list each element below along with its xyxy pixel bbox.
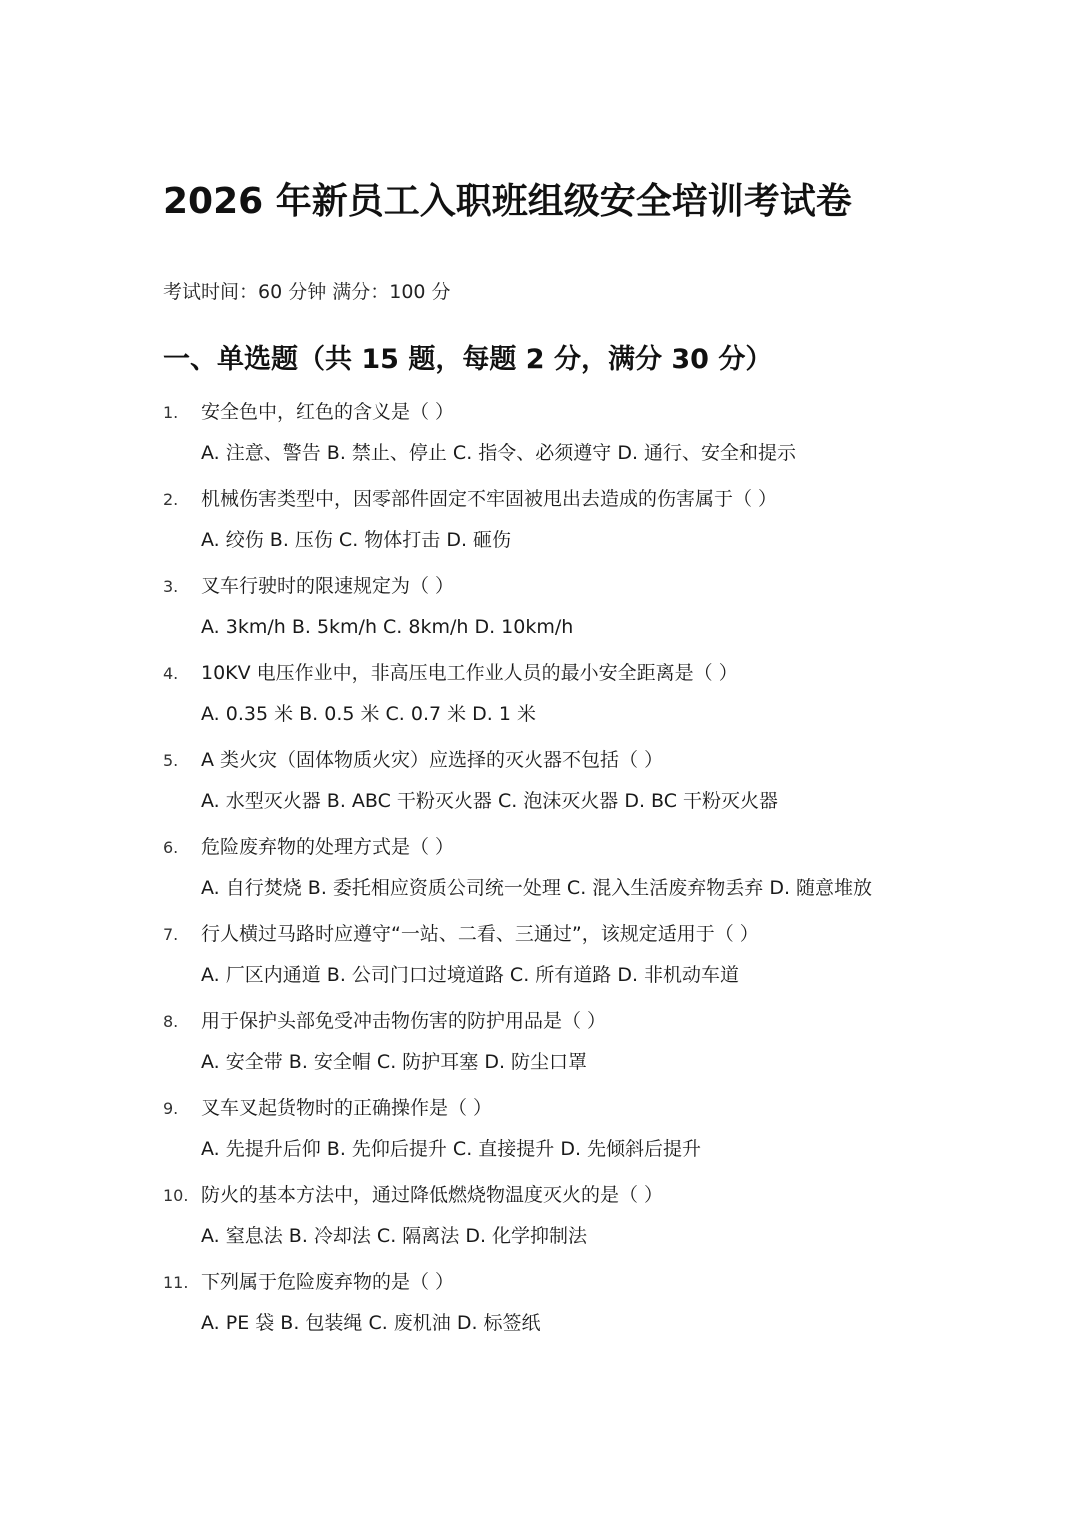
question-item [163, 653, 923, 730]
question-number: 7. [163, 925, 179, 944]
question-item [163, 566, 923, 643]
question-options: A. 3km/h B. 5km/h C. 8km/h D. 10km/h [201, 616, 574, 638]
question-options: A. 注意、警告 B. 禁止、停止 C. 指令、必须遵守 D. 通行、安全和提示 [201, 442, 797, 464]
question-text: 机械伤害类型中，因零部件固定不牢固被甩出去造成的伤害属于（ ） [201, 488, 778, 510]
section-heading: 一、单选题（共 15 题，每题 2 分，满分 30 分） [163, 344, 773, 375]
question-text: 行人横过马路时应遵守“一站、二看、三通过”，该规定适用于（ ） [201, 923, 759, 945]
question-options: A. 先提升后仰 B. 先仰后提升 C. 直接提升 D. 先倾斜后提升 [201, 1138, 702, 1160]
question-list [163, 392, 923, 1349]
question-options: A. 窒息法 B. 冷却法 C. 隔离法 D. 化学抑制法 [201, 1225, 588, 1247]
question-number: 10. [163, 1186, 189, 1205]
question-text: 安全色中，红色的含义是（ ） [201, 401, 455, 423]
question-item [163, 827, 923, 904]
question-text: 用于保护头部免受冲击物伤害的防护用品是（ ） [201, 1010, 607, 1032]
question-item [163, 1175, 923, 1252]
question-item [163, 1262, 923, 1339]
question-item [163, 740, 923, 817]
question-options: A. PE 袋 B. 包装绳 C. 废机油 D. 标签纸 [201, 1312, 541, 1334]
question-item [163, 1088, 923, 1165]
question-number: 8. [163, 1012, 179, 1031]
question-number: 11. [163, 1273, 189, 1292]
question-options: A. 0.35 米 B. 0.5 米 C. 0.7 米 D. 1 米 [201, 703, 537, 725]
question-text: 下列属于危险废弃物的是（ ） [201, 1271, 455, 1293]
question-number: 6. [163, 838, 179, 857]
question-options: A. 自行焚烧 B. 委托相应资质公司统一处理 C. 混入生活废弃物丢弃 D. 随意堆放 [201, 877, 873, 899]
question-text: 叉车叉起货物时的正确操作是（ ） [201, 1097, 493, 1119]
question-number: 9. [163, 1099, 179, 1118]
question-number: 1. [163, 403, 179, 422]
page-title: 2026 年新员工入职班组级安全培训考试卷 [163, 181, 852, 222]
question-item [163, 392, 923, 469]
question-text: 叉车行驶时的限速规定为（ ） [201, 575, 455, 597]
question-item [163, 914, 923, 991]
question-options: A. 安全带 B. 安全帽 C. 防护耳塞 D. 防尘口罩 [201, 1051, 588, 1073]
question-item [163, 1001, 923, 1078]
question-number: 2. [163, 490, 179, 509]
question-text: 10KV 电压作业中，非高压电工作业人员的最小安全距离是（ ） [201, 662, 738, 684]
question-number: 3. [163, 577, 179, 596]
question-options: A. 绞伤 B. 压伤 C. 物体打击 D. 砸伤 [201, 529, 512, 551]
question-text: A 类火灾（固体物质火灾）应选择的灭火器不包括（ ） [201, 749, 664, 771]
question-text: 防火的基本方法中，通过降低燃烧物温度灭火的是（ ） [201, 1184, 664, 1206]
question-number: 4. [163, 664, 179, 683]
question-item [163, 479, 923, 556]
question-number: 5. [163, 751, 179, 770]
question-text: 危险废弃物的处理方式是（ ） [201, 836, 455, 858]
question-options: A. 厂区内通道 B. 公司门口过境道路 C. 所有道路 D. 非机动车道 [201, 964, 740, 986]
question-options: A. 水型灭火器 B. ABC 干粉灭火器 C. 泡沫灭火器 D. BC 干粉灭火器 [201, 790, 779, 812]
exam-meta-info: 考试时间：60 分钟 满分：100 分 [163, 281, 451, 303]
